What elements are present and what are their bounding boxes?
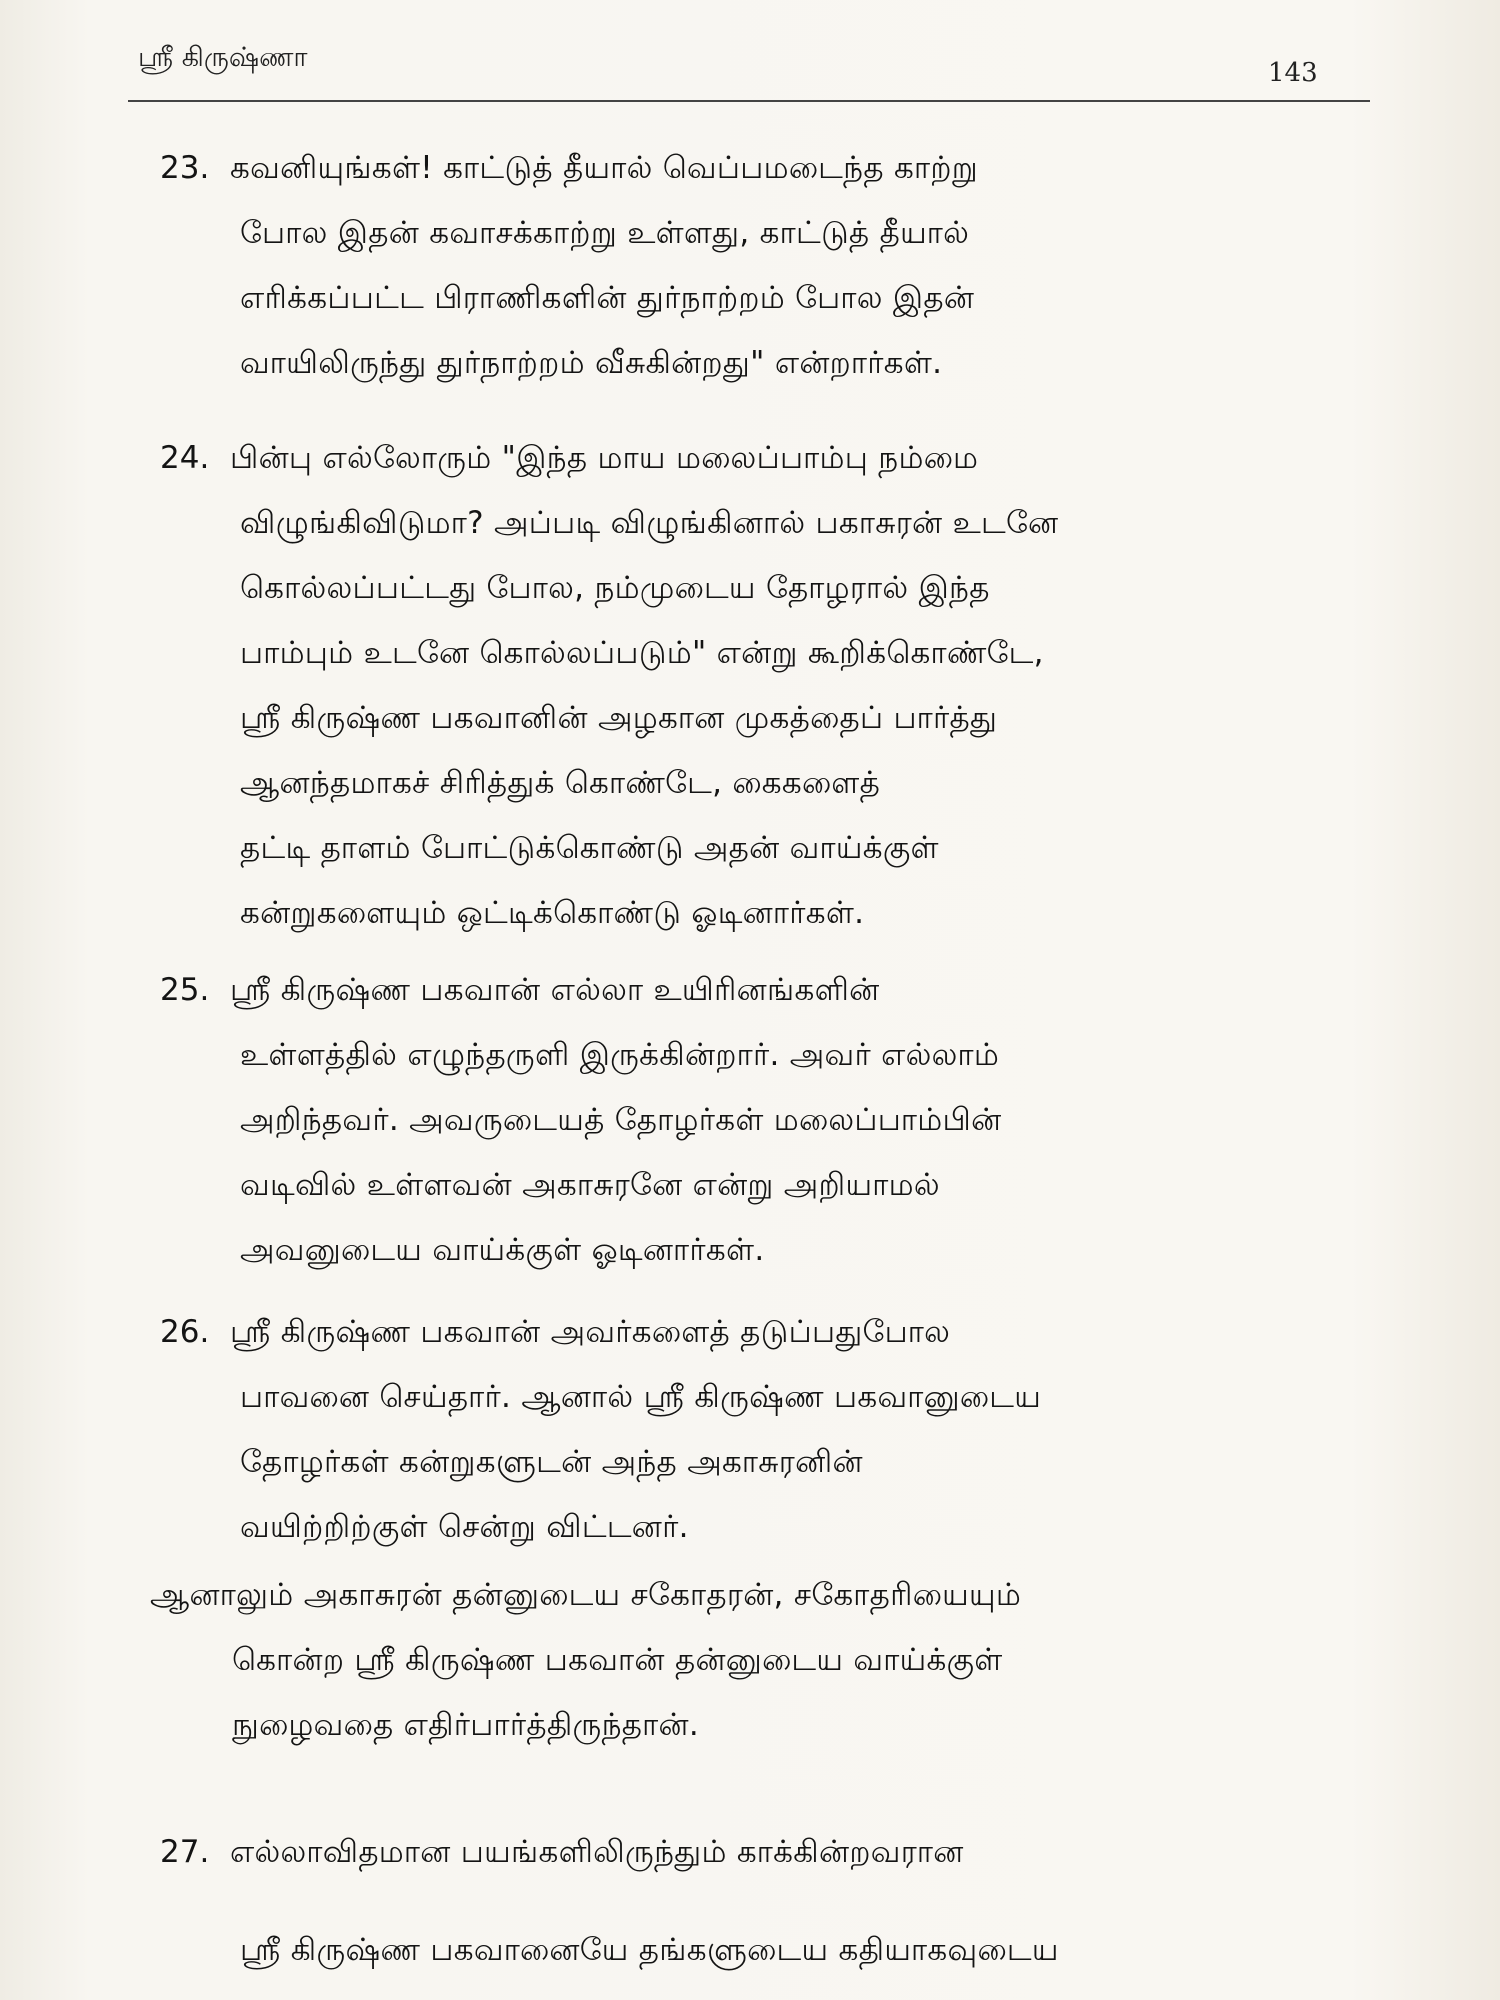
text-line: வாயிலிருந்து துர்நாற்றம் வீசுகின்றது" என்றார்கள்.	[240, 345, 943, 381]
text-line: ஸ்ரீ கிருஷ்ண பகவானின் அழகான முகத்தைப் பார்த்து	[240, 700, 998, 736]
text-line: அவனுடைய வாய்க்குள் ஓடினார்கள்.	[240, 1232, 765, 1268]
text-line: கொல்லப்பட்டது போல, நம்முடைய தோழரால் இந்த	[240, 570, 990, 606]
text-line: கொன்ற ஸ்ரீ கிருஷ்ண பகவான் தன்னுடைய வாய்க்குள்	[232, 1642, 1003, 1678]
header-rule	[128, 100, 1370, 102]
text-line: ஆனாலும் அகாசுரன் தன்னுடைய சகோதரன், சகோதரியையும்	[150, 1577, 1022, 1613]
text-line: நுழைவதை எதிர்பார்த்திருந்தான்.	[232, 1707, 699, 1743]
page-number: 143	[1268, 58, 1318, 88]
text-line: எல்லாவிதமான பயங்களிலிருந்தும் காக்கின்றவரான	[230, 1834, 964, 1870]
text-line: அறிந்தவர். அவருடையத் தோழர்கள் மலைப்பாம்பின்	[240, 1102, 1002, 1138]
text-line: பின்பு எல்லோரும் "இந்த மாய மலைப்பாம்பு நம்மை	[230, 440, 979, 476]
text-line: ஸ்ரீ கிருஷ்ண பகவான் எல்லா உயிரினங்களின்	[230, 972, 880, 1008]
text-line: வடிவில் உள்ளவன் அகாசுரனே என்று அறியாமல்	[240, 1167, 940, 1203]
text-line: கவனியுங்கள்! காட்டுத் தீயால் வெப்பமடைந்த காற்று	[230, 150, 978, 186]
text-line: உள்ளத்தில் எழுந்தருளி இருக்கின்றார். அவர் எல்லாம்	[240, 1037, 1000, 1073]
paragraph-number: 24.	[160, 440, 210, 476]
paragraph-number: 27.	[160, 1834, 210, 1870]
text-line: கன்றுகளையும் ஒட்டிக்கொண்டு ஓடினார்கள்.	[240, 895, 865, 931]
paragraph-number: 26.	[160, 1314, 210, 1350]
page-header	[0, 0, 1500, 110]
text-line: விழுங்கிவிடுமா? அப்படி விழுங்கினால் பகாசுரன் உடனே	[240, 505, 1059, 541]
text-line: பாவனை செய்தார். ஆனால் ஸ்ரீ கிருஷ்ண பகவானுடைய	[240, 1379, 1042, 1415]
text-line: வயிற்றிற்குள் சென்று விட்டனர்.	[240, 1509, 689, 1545]
text-line: ஆனந்தமாகச் சிரித்துக் கொண்டே, கைகளைத்	[240, 765, 881, 801]
paragraph-number: 25.	[160, 972, 210, 1008]
text-line: தட்டி தாளம் போட்டுக்கொண்டு அதன் வாய்க்குள்	[240, 830, 939, 866]
text-line: போல இதன் கவாசக்காற்று உள்ளது, காட்டுத் தீயால்	[240, 215, 970, 251]
running-title: ஸ்ரீ கிருஷ்ணா	[138, 42, 308, 73]
text-line: தோழர்கள் கன்றுகளுடன் அந்த அகாசுரனின்	[240, 1444, 863, 1480]
text-line: எரிக்கப்பட்ட பிராணிகளின் துர்நாற்றம் போல இதன்	[240, 280, 975, 316]
paragraph-number: 23.	[160, 150, 210, 186]
text-line: பாம்பும் உடனே கொல்லப்படும்" என்று கூறிக்கொண்டே,	[240, 635, 1044, 671]
text-line: ஸ்ரீ கிருஷ்ண பகவானையே தங்களுடைய கதியாகவுடைய	[240, 1932, 1059, 1968]
text-line: ஸ்ரீ கிருஷ்ண பகவான் அவர்களைத் தடுப்பதுபோல	[230, 1314, 951, 1350]
